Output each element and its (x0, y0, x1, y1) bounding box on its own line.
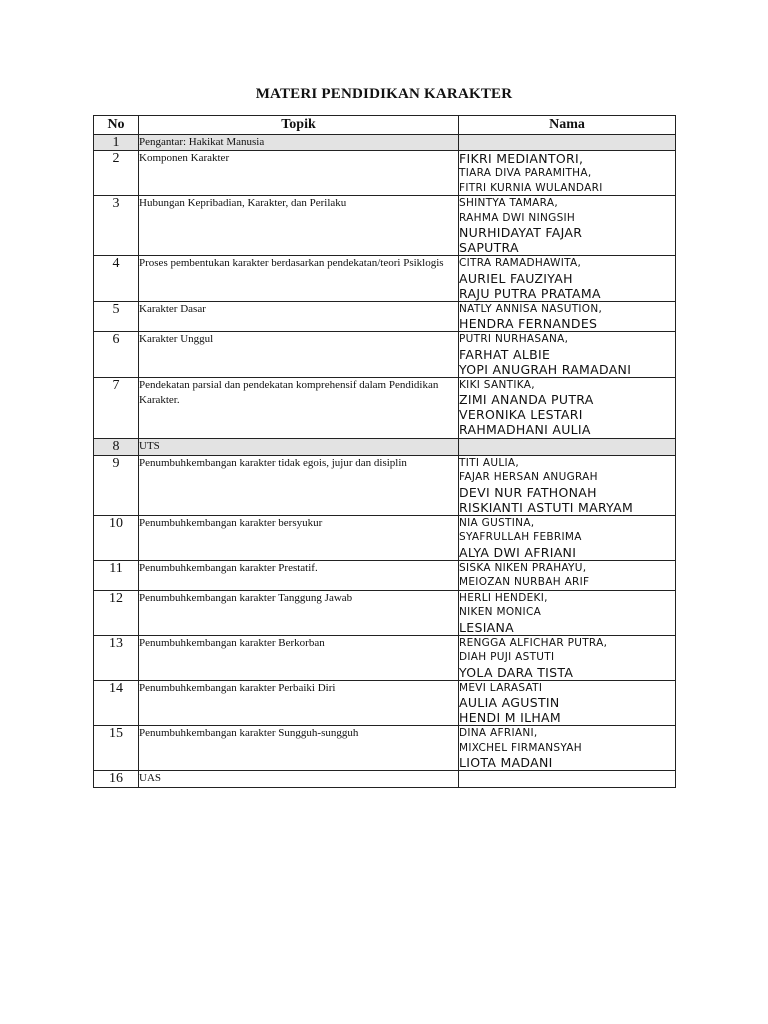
student-name: NURHIDAYAT FAJAR (459, 225, 583, 240)
student-name: ZIMI ANANDA PUTRA (459, 392, 594, 407)
row-topic: UTS (139, 438, 459, 455)
table-row (94, 196, 676, 256)
row-names (459, 256, 676, 302)
table-row (94, 590, 676, 635)
row-names (459, 438, 676, 455)
table-row (94, 455, 676, 515)
student-name: FIKRI MEDIANTORI, (459, 151, 584, 166)
student-name: LESIANA (459, 619, 515, 635)
document-title: MATERI PENDIDIKAN KARAKTER (255, 86, 513, 102)
row-names (459, 332, 676, 378)
row-number: 2 (94, 151, 139, 196)
row-names (459, 196, 676, 256)
student-name: SAPUTRA (459, 240, 519, 255)
student-name: HERLI HENDEKI, (459, 591, 548, 604)
student-name: RAJU PUTRA PRATAMA (459, 285, 601, 301)
student-name: NIKEN MONICA (459, 606, 542, 618)
row-number: 3 (94, 196, 139, 256)
table-row (94, 377, 676, 438)
student-name: VERONIKA LESTARI (459, 407, 583, 422)
row-number: 9 (94, 455, 139, 515)
row-names (459, 515, 676, 560)
row-topic: Karakter Unggul (139, 332, 459, 378)
row-number: 4 (94, 256, 139, 302)
row-names (459, 301, 676, 332)
header-nama: Nama (459, 116, 676, 135)
student-name: TIARA DIVA PARAMITHA, (459, 167, 592, 179)
student-name: FARHAT ALBIE (459, 346, 551, 362)
student-name: FAJAR HERSAN ANUGRAH (459, 471, 598, 483)
student-name: RAHMA DWI NINGSIH (459, 211, 576, 224)
student-name: HENDRA FERNANDES (459, 316, 598, 331)
student-name: TITI AULIA, (459, 456, 519, 469)
header-no: No (94, 116, 139, 135)
row-number: 14 (94, 680, 139, 726)
student-name: MEVI LARASATI (459, 681, 543, 694)
row-topic: Penumbuhkembangan karakter Perbaiki Diri (139, 680, 459, 726)
student-name: PUTRI NURHASANA, (459, 333, 569, 345)
row-names (459, 771, 676, 788)
student-name: MIXCHEL FIRMANSYAH (459, 741, 582, 754)
student-name: FITRI KURNIA WULANDARI (459, 181, 603, 194)
row-number: 8 (94, 438, 139, 455)
student-name: MEIOZAN NURBAH ARIF (459, 576, 590, 588)
row-number: 13 (94, 635, 139, 680)
row-number: 11 (94, 560, 139, 590)
student-name: KIKI SANTIKA, (459, 378, 535, 391)
table-row (94, 135, 676, 151)
student-name: RISKIANTI ASTUTI MARYAM (459, 499, 634, 515)
row-number: 15 (94, 726, 139, 771)
student-name: SHINTYA TAMARA, (459, 197, 558, 209)
row-number: 7 (94, 377, 139, 438)
row-number: 6 (94, 332, 139, 378)
table-row (94, 515, 676, 560)
table-row (94, 151, 676, 196)
student-name: AULIA AGUSTIN (459, 695, 560, 710)
table-row (94, 726, 676, 771)
student-name: DIAH PUJI ASTUTI (459, 651, 555, 663)
student-name: DEVI NUR FATHONAH (459, 484, 597, 500)
row-topic: Proses pembentukan karakter berdasarkan pendekatan/teori Psiklogis (139, 256, 459, 302)
material-schedule-table (93, 115, 676, 788)
row-topic: Pendekatan parsial dan pendekatan komprehensif dalam Pendidikan Karakter. (139, 377, 459, 438)
table-row (94, 771, 676, 788)
student-name: YOPI ANUGRAH RAMADANI (459, 361, 632, 377)
row-number: 1 (94, 135, 139, 151)
student-name: SISKA NIKEN PRAHAYU, (459, 561, 587, 574)
student-name: DINA AFRIANI, (459, 727, 538, 739)
student-name: ALYA DWI AFRIANI (459, 544, 577, 560)
row-topic: Penumbuhkembangan karakter Tanggung Jawab (139, 590, 459, 635)
row-topic: Komponen Karakter (139, 151, 459, 196)
table-row (94, 560, 676, 590)
row-names (459, 635, 676, 680)
row-names (459, 151, 676, 196)
table-row (94, 635, 676, 680)
row-topic: Penumbuhkembangan karakter bersyukur (139, 515, 459, 560)
table-body (94, 135, 676, 788)
row-names (459, 455, 676, 515)
student-name: YOLA DARA TISTA (459, 664, 574, 680)
row-number: 5 (94, 301, 139, 332)
row-topic: UAS (139, 771, 459, 788)
table-row (94, 256, 676, 302)
student-name: CITRA RAMADHAWITA, (459, 257, 582, 269)
row-names (459, 560, 676, 590)
table-row (94, 301, 676, 332)
row-number: 10 (94, 515, 139, 560)
row-topic: Penumbuhkembangan karakter Berkorban (139, 635, 459, 680)
student-name: SYAFRULLAH FEBRIMA (459, 531, 582, 543)
row-topic: Penumbuhkembangan karakter Sungguh-sungguh (139, 726, 459, 771)
row-topic: Penumbuhkembangan karakter tidak egois, jujur dan disiplin (139, 455, 459, 515)
row-names (459, 680, 676, 726)
student-name: AURIEL FAUZIYAH (459, 270, 573, 286)
table-row (94, 680, 676, 726)
student-name: HENDI M ILHAM (459, 710, 561, 725)
table-header-row (94, 116, 676, 135)
header-topik: Topik (139, 116, 459, 135)
row-topic: Pengantar: Hakikat Manusia (139, 135, 459, 151)
row-names (459, 590, 676, 635)
student-name: NIA GUSTINA, (459, 516, 535, 529)
row-names (459, 377, 676, 438)
row-topic: Karakter Dasar (139, 301, 459, 332)
table-row (94, 438, 676, 455)
row-number: 16 (94, 771, 139, 788)
table-row (94, 332, 676, 378)
student-name: RENGGA ALFICHAR PUTRA, (459, 636, 608, 649)
student-name: LIOTA MADANI (459, 755, 553, 770)
row-number: 12 (94, 590, 139, 635)
row-topic: Penumbuhkembangan karakter Prestatif. (139, 560, 459, 590)
row-names (459, 726, 676, 771)
student-name: RAHMADHANI AULIA (459, 422, 591, 437)
row-topic: Hubungan Kepribadian, Karakter, dan Perilaku (139, 196, 459, 256)
student-name: NATLY ANNISA NASUTION, (459, 302, 603, 315)
row-names (459, 135, 676, 151)
